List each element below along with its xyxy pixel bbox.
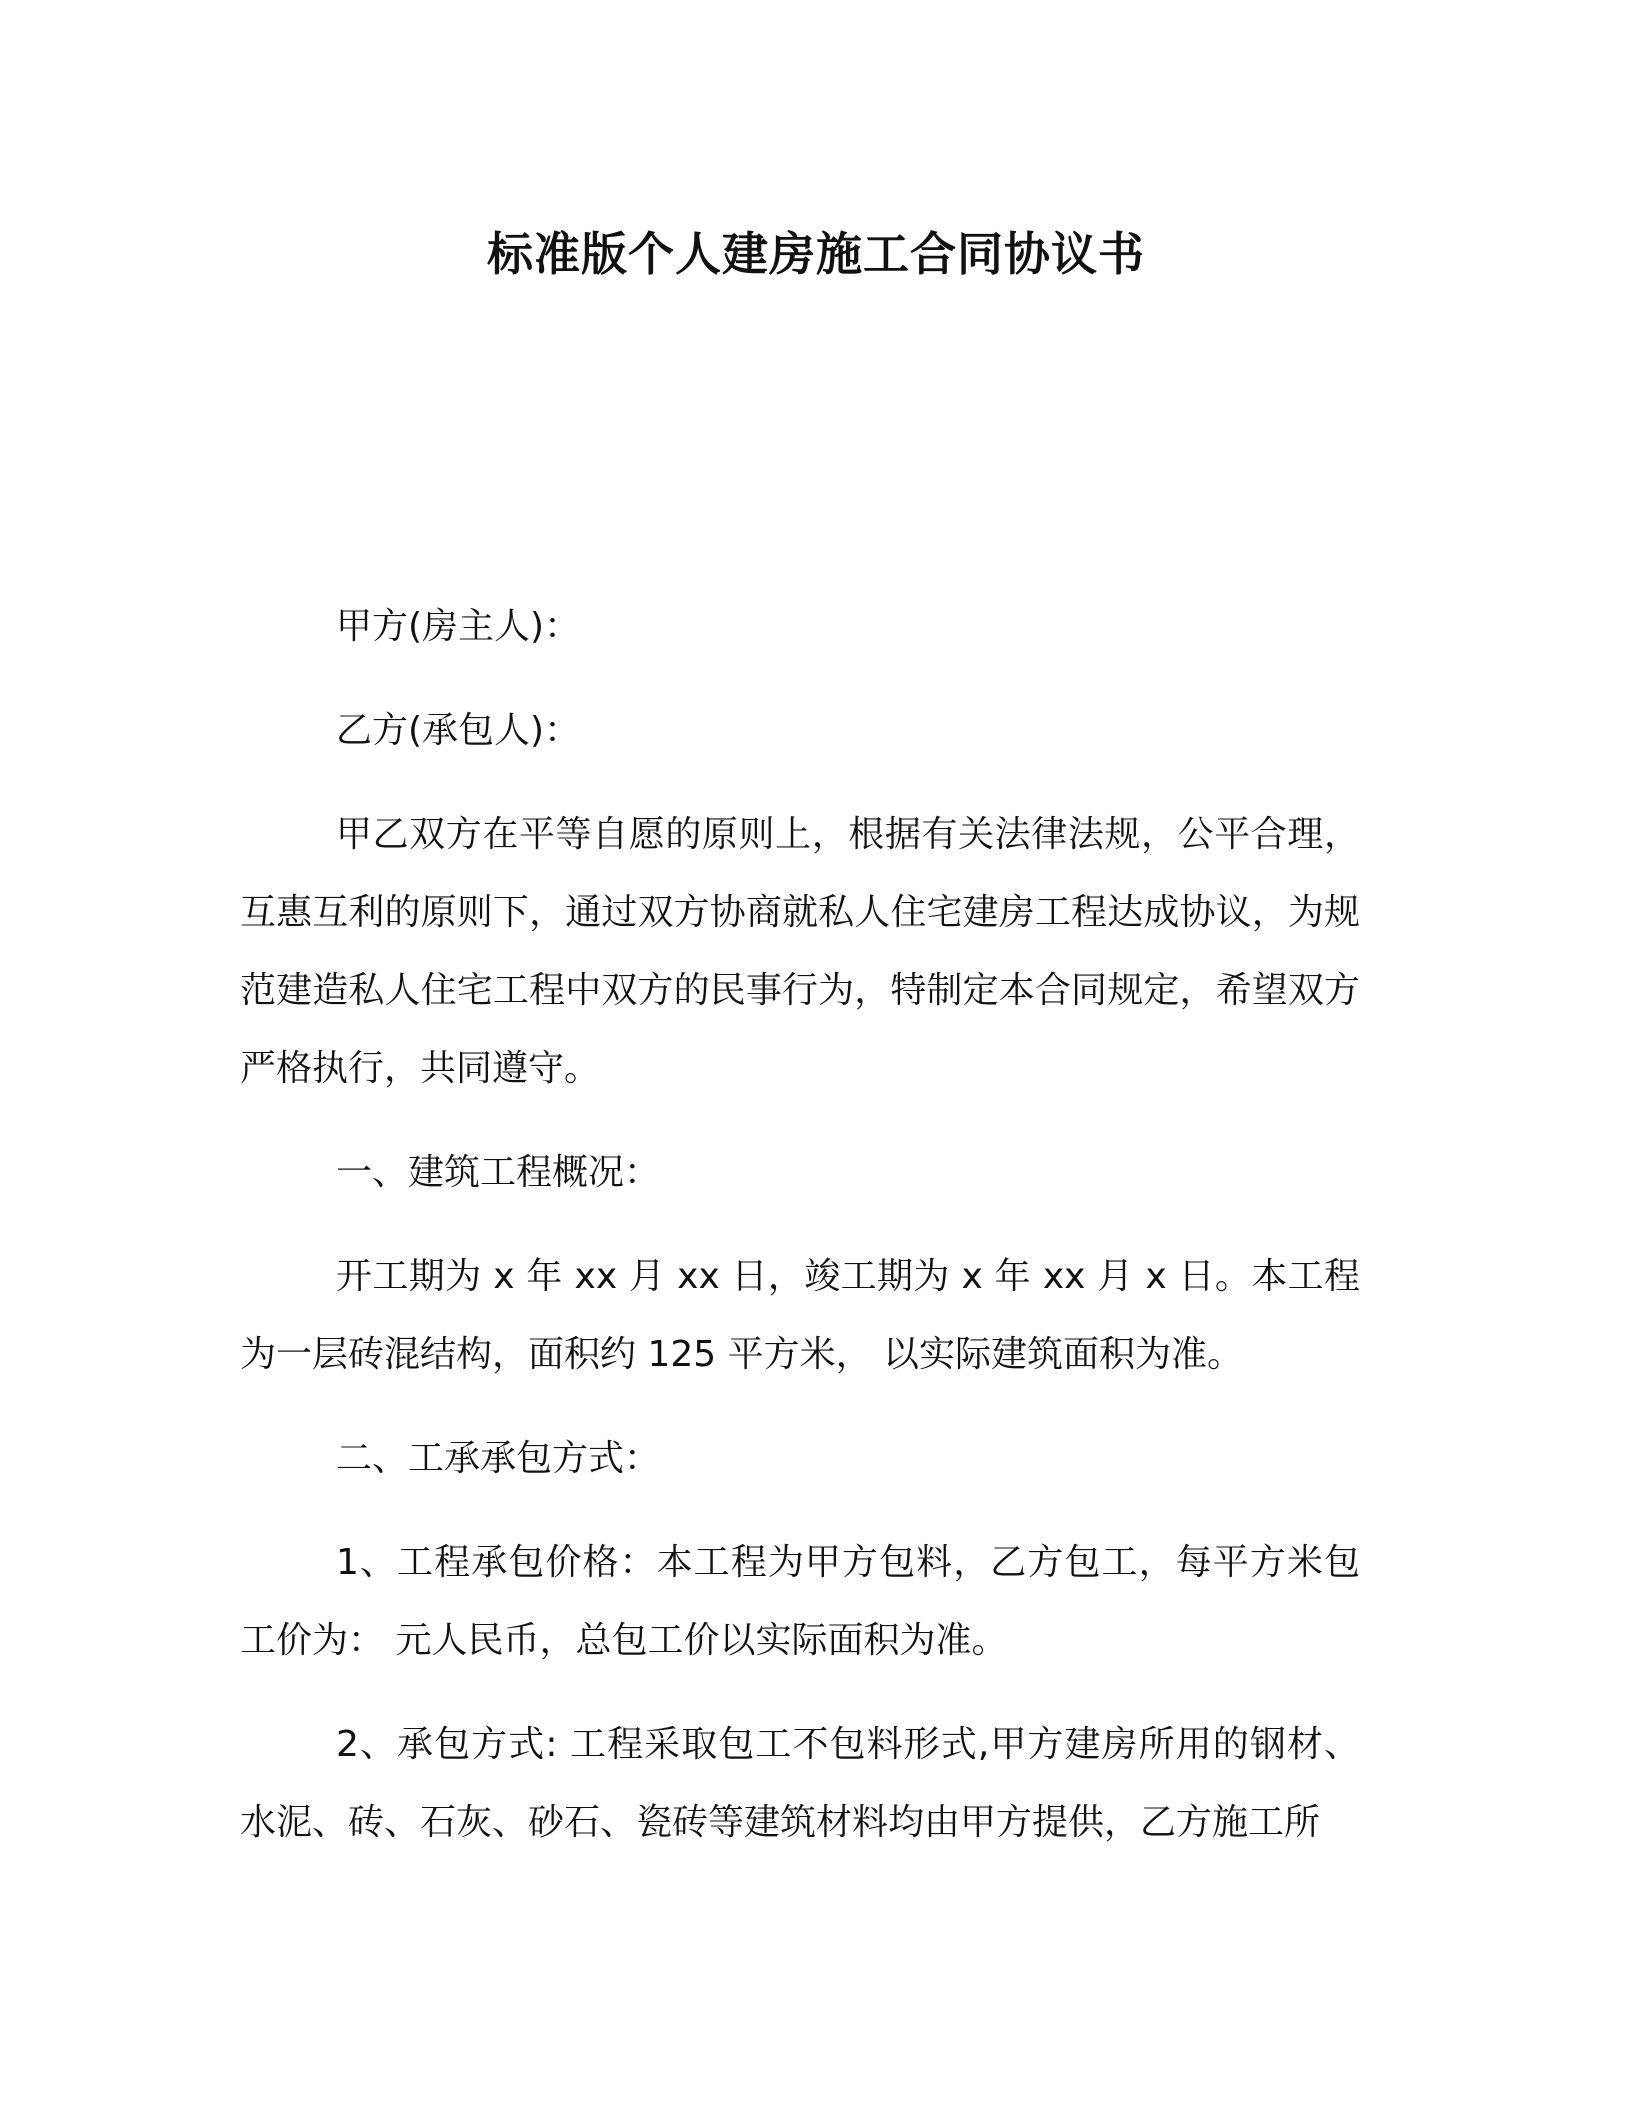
- document-body: [240, 588, 1360, 1888]
- clause-2-paragraph: 2、承包方式: 工程采取包工不包料形式,甲方建房所用的钢材、水泥、砖、石灰、砂石、瓷砖等建筑材料均由甲方提供，乙方施工所: [240, 1724, 1360, 1843]
- party-a-line: 甲方(房主人)：: [336, 606, 581, 647]
- construction-period-paragraph: 开工期为 x 年 xx 月 xx 日，竣工期为 x 年 xx 月 x 日。本工程为一层砖混结构，面积约 125 平方米， 以实际建筑面积为准。: [240, 1256, 1360, 1375]
- document-title: 标准版个人建房施工合同协议书: [487, 227, 1145, 281]
- clause-1-paragraph: 1、工程承包价格：本工程为甲方包料，乙方包工，每平方米包工价为： 元人民币，总包工价以实际面积为准。: [240, 1542, 1360, 1661]
- section-heading-2: 二、工承承包方式：: [336, 1438, 661, 1479]
- section-heading-1: 一、建筑工程概况：: [336, 1152, 661, 1193]
- party-b-line: 乙方(承包人)：: [336, 710, 581, 751]
- preamble-paragraph: 甲乙双方在平等自愿的原则上，根据有关法律法规，公平合理，互惠互利的原则下，通过双方协商就私人住宅建房工程达成协议，为规范建造私人住宅工程中双方的民事行为，特制定本合同规定，希望双方严格执行，共同遵守。: [240, 814, 1360, 1089]
